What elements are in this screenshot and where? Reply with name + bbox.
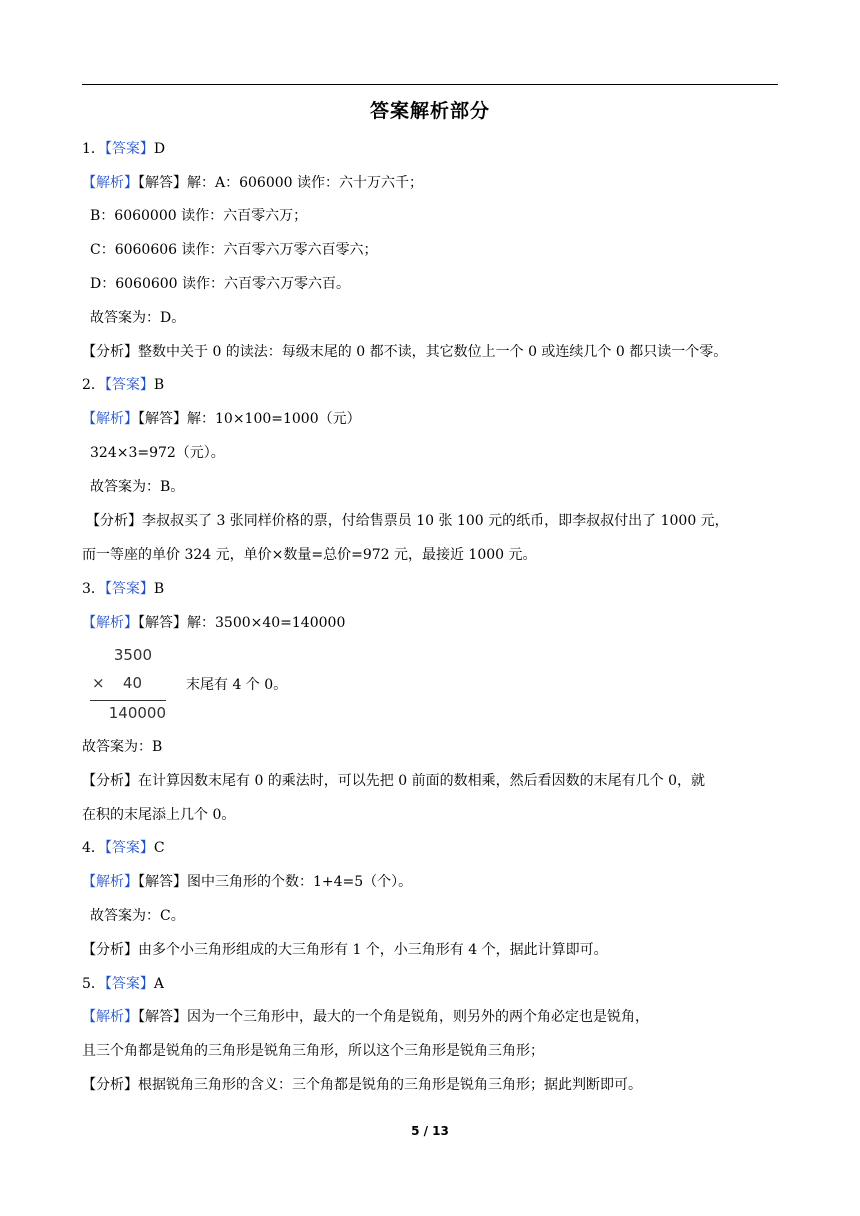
q1-line-c: C：6060606 读作：六百零六万零六百零六； (90, 242, 378, 258)
q4-jieda-text: 【解答】图中三角形的个数：1+4=5（个）。 (138, 874, 413, 890)
q1-jiexi-tag: 【解析】 (82, 175, 138, 191)
q2-answer-line (82, 375, 164, 395)
q4-fenxi: 【分析】由多个小三角形组成的大三角形有 1 个，小三角形有 4 个，据此计算即可。 (82, 942, 608, 958)
q1-answer-tag: 【答案】 (104, 141, 154, 157)
q4-answer-tag: 【答案】 (104, 840, 154, 856)
q3-answer: B (153, 581, 165, 597)
q5-jieda-text: 【解答】因为一个三角形中，最大的一个角是锐角，则另外的两个角必定也是锐角， (138, 1009, 649, 1025)
q2-fenxi-1: 【分析】李叔叔买了 3 张同样价格的票，付给售票员 10 张 100 元的纸币，即李叔叔付出了 1000 元， (86, 513, 729, 529)
q1-jieda (82, 173, 423, 193)
q2-jiexi-tag: 【解析】 (82, 411, 138, 427)
q1-answer: D (153, 141, 166, 157)
q5-answer: A (153, 976, 165, 992)
q1-guda: 故答案为：D。 (90, 310, 186, 326)
q5-jieda (82, 1007, 649, 1027)
q1-line-d: D：6060600 读作：六百零六万零六百。 (90, 276, 351, 292)
q5-answer-tag: 【答案】 (104, 976, 154, 992)
q1-number: 1． (82, 141, 105, 157)
q1-jieda-text: 【解答】解：A：606000 读作：六十万六千； (138, 175, 424, 191)
q1-fenxi: 【分析】整数中关于 0 的读法：每级末尾的 0 都不读，其它数位上一个 0 或连续几个 0 都只读一个零。 (82, 344, 728, 360)
q5-answer-line (82, 974, 164, 994)
q2-answer-tag: 【答案】 (104, 377, 154, 393)
q2-jieda-text: 【解答】解：10×100=1000（元） (138, 411, 361, 427)
q1-line-b: B：6060000 读作：六百零六万； (90, 208, 308, 224)
q2-answer: B (153, 377, 165, 393)
calc-multiply-sign: × (92, 674, 105, 692)
q2-guda: 故答案为：B。 (90, 479, 185, 495)
q3-jieda-text: 【解答】解：3500×40=140000 (138, 615, 346, 631)
calc-note: 末尾有 4 个 0。 (186, 677, 288, 693)
q4-answer-line (82, 838, 165, 858)
header-rule (82, 84, 778, 85)
q2-line-calc: 324×3=972（元）。 (90, 445, 225, 461)
q3-guda: 故答案为：B (82, 739, 163, 755)
page-number: 5 / 13 (411, 1124, 449, 1138)
q1-answer-line (82, 139, 165, 159)
q3-fenxi-2: 在积的末尾添上几个 0。 (82, 807, 236, 823)
calc-multiplier: 40 (122, 674, 142, 692)
q3-jieda (82, 613, 345, 633)
q2-fenxi-2: 而一等座的单价 324 元，单价×数量=总价=972 元，最接近 1000 元。 (82, 547, 537, 563)
q5-jiexi-tag: 【解析】 (82, 1009, 138, 1025)
q2-number: 2． (82, 377, 105, 393)
calc-multiplicand: 3500 (113, 646, 152, 664)
q4-jiexi-tag: 【解析】 (82, 874, 138, 890)
q4-guda: 故答案为：C。 (90, 908, 185, 924)
vertical-multiplication (88, 646, 172, 724)
q5-number: 5． (82, 976, 105, 992)
q3-number: 3． (82, 581, 105, 597)
q3-answer-tag: 【答案】 (104, 581, 154, 597)
calc-divider (90, 700, 166, 701)
calc-result: 140000 (108, 704, 166, 722)
page-title: 答案解析部分 (369, 100, 490, 122)
q4-number: 4． (82, 840, 105, 856)
q3-jiexi-tag: 【解析】 (82, 615, 138, 631)
q4-jieda (82, 872, 412, 892)
q2-jieda (82, 409, 361, 429)
q3-answer-line (82, 579, 164, 599)
q5-fenxi: 【分析】根据锐角三角形的含义：三个角都是锐角的三角形是锐角三角形；据此判断即可。 (82, 1077, 642, 1093)
q4-answer: C (153, 840, 165, 856)
q5-jieda-line2: 且三个角都是锐角的三角形是锐角三角形，所以这个三角形是锐角三角形； (82, 1043, 544, 1059)
q3-fenxi-1: 【分析】在计算因数末尾有 0 的乘法时，可以先把 0 前面的数相乘，然后看因数的末尾有几个 0，就 (82, 773, 705, 789)
